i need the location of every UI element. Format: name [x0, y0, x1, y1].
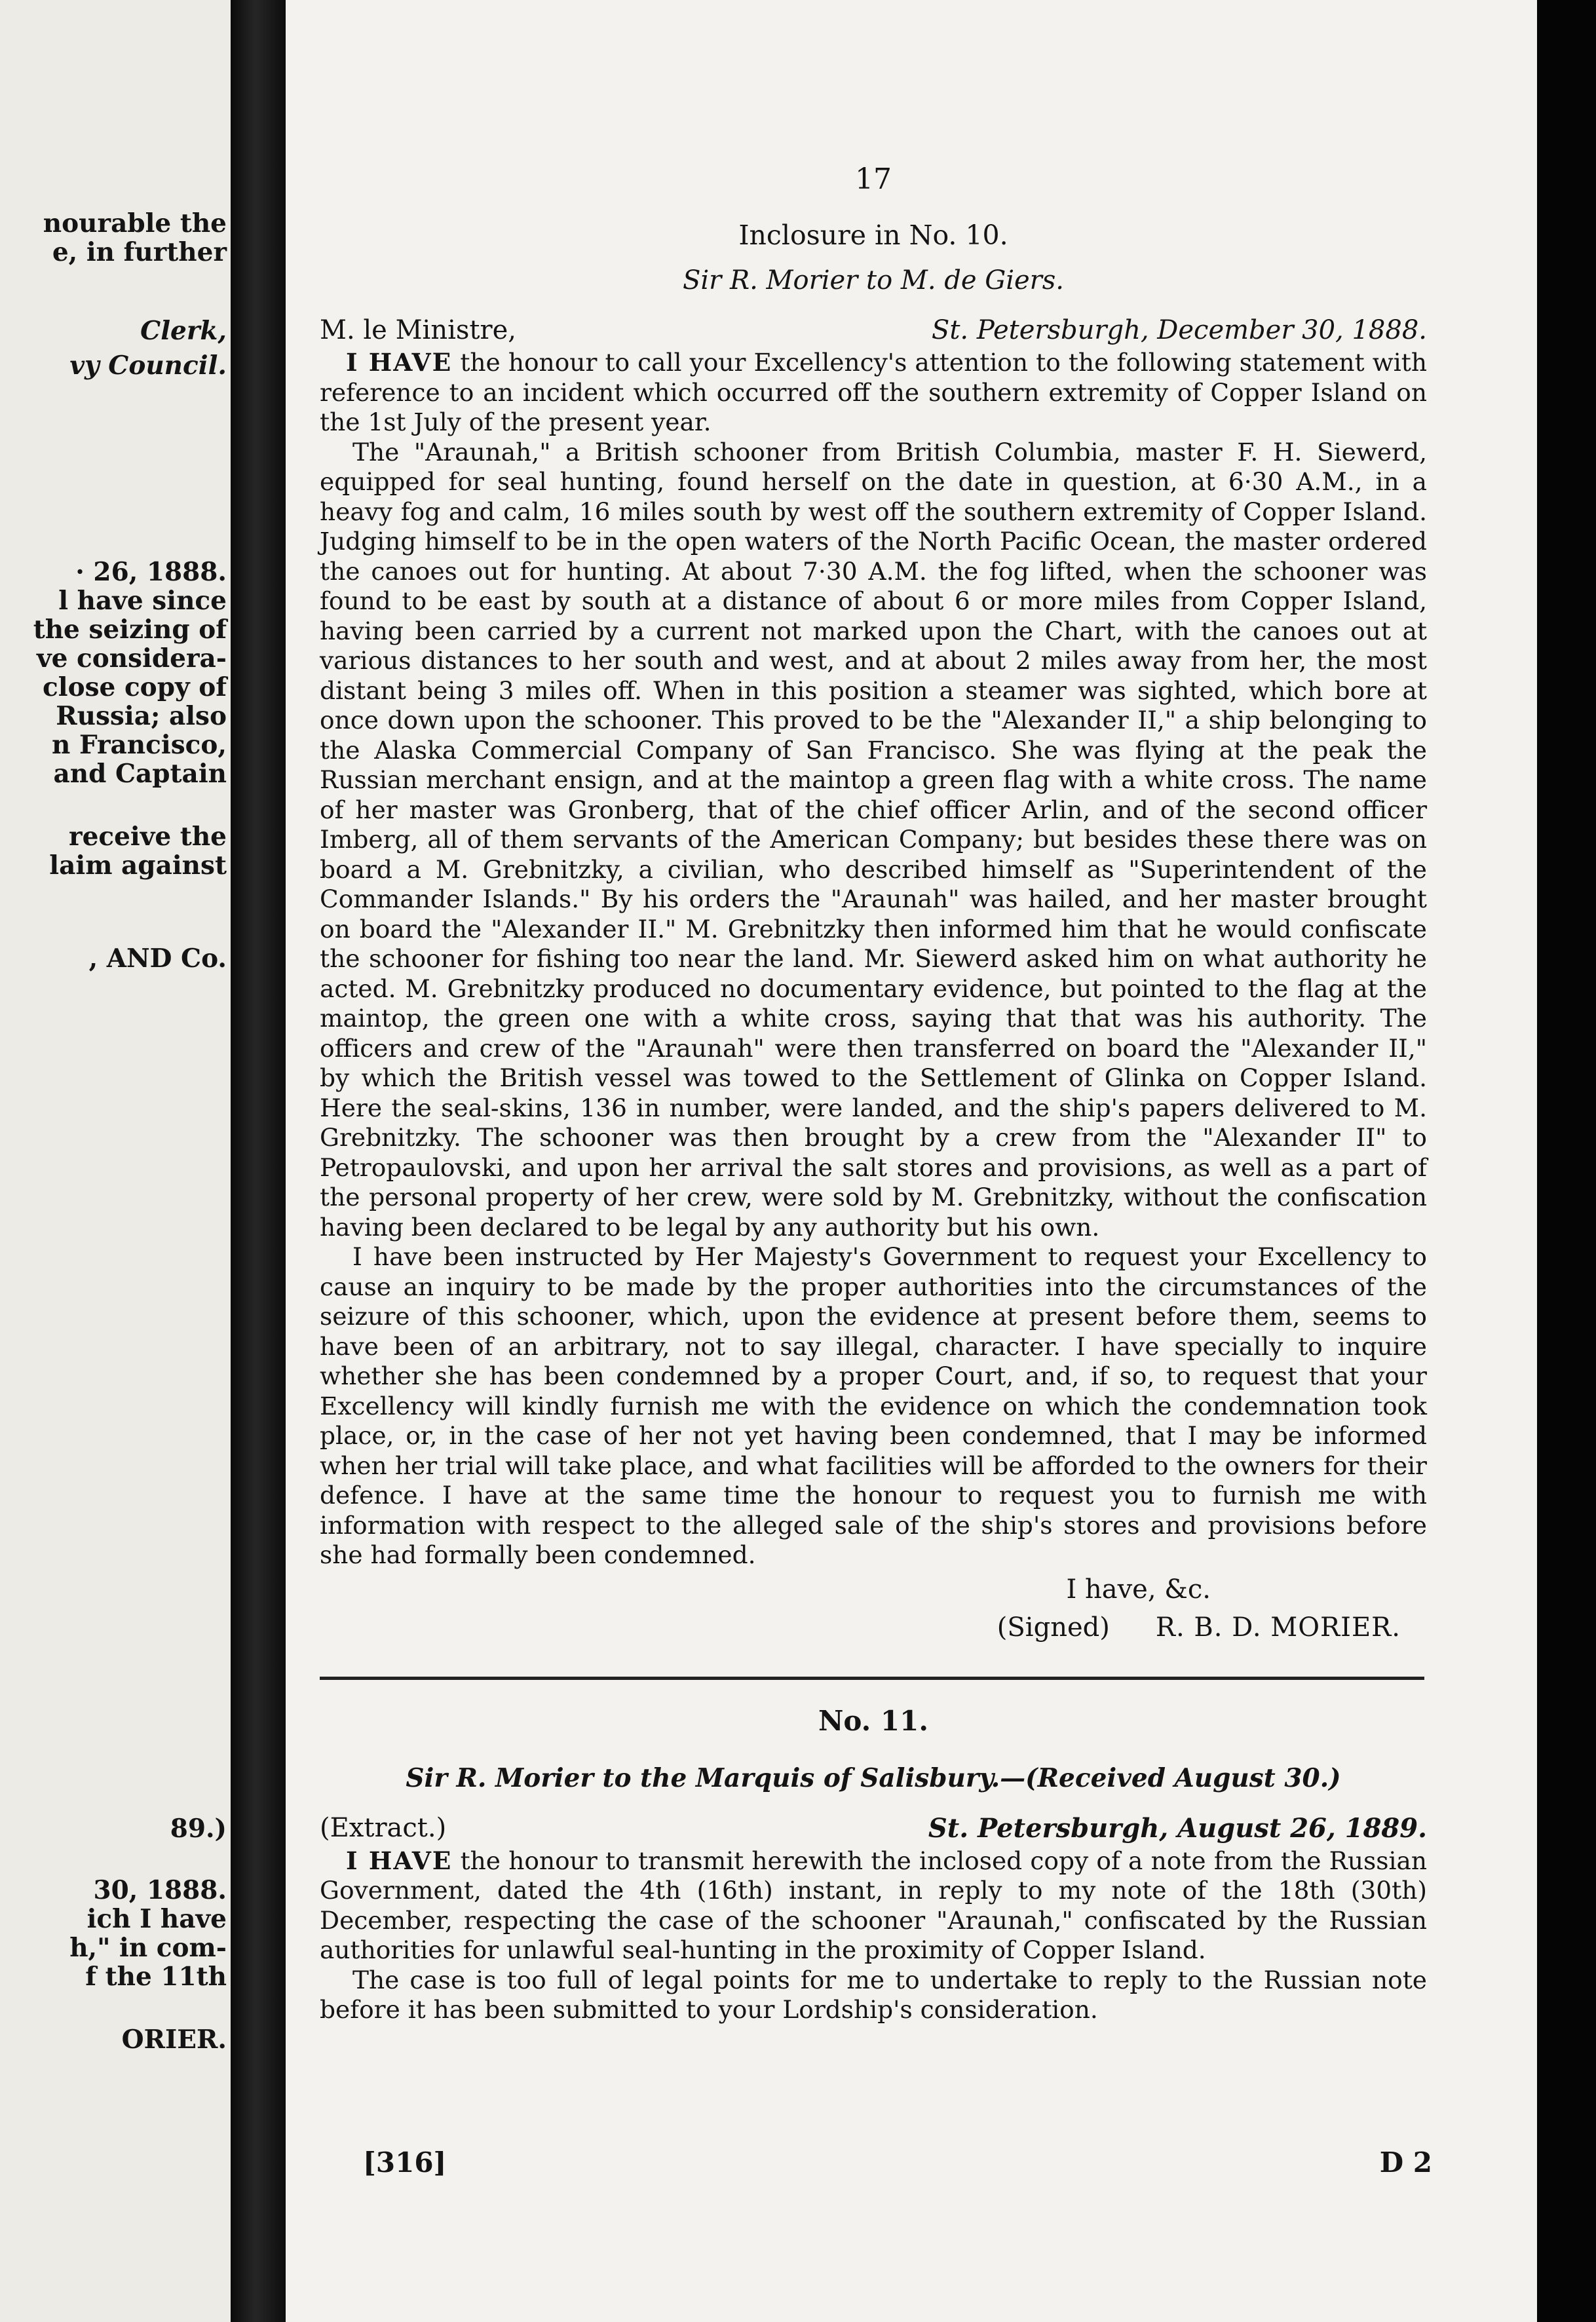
facing-page-text: vy Council. — [69, 351, 227, 381]
paragraph — [320, 1966, 1427, 2025]
facing-page-text: ve considera- — [36, 643, 227, 674]
page-number: 17 — [855, 162, 892, 196]
facing-page-text: · 26, 1888. — [75, 557, 227, 587]
facing-page-text: Clerk, — [140, 316, 227, 346]
section-divider — [320, 1677, 1424, 1680]
extract-header — [320, 1813, 1427, 1844]
extract-body — [320, 1846, 1427, 2025]
letter-subheading: Sir R. Morier to M. de Giers. — [682, 265, 1065, 295]
facing-page-text: and Captain — [53, 759, 227, 789]
facing-page-text: , AND Co. — [88, 943, 227, 974]
facing-page-text: the seizing of — [33, 615, 227, 645]
facing-page-text: close copy of — [43, 672, 227, 702]
facing-page-fragment — [0, 0, 231, 2322]
paragraph-text: the honour to transmit herewith the inclosed copy of a note from the Russian Government, dated the 4th (16th) instant, in reply to my note of the 18th (30th) December, respecting the case of the schooner "Araunah," confiscated by the Russian authorities for unlawful seal-hunting in the proximity of Copper Island. — [320, 1846, 1427, 1964]
facing-page-text: nourable the — [43, 208, 227, 238]
paragraph-text: I have been instructed by Her Majesty's Government to request your Excellency to cause an inquiry to be made by the proper authorities into the circumstances of the seizure of this schooner, which, upon the evidence at present before them, seems to have been of an arbitrary, not to say illegal, character. I have specially to inquire whether she has been condemned by a proper Court, and, if so, to request that your Excellency will kindly furnish me with the evidence on which the condemnation took place, or, in the case of her not yet having been condemned, that I may be informed when her trial will take place, and what facilities will be afforded to the owners for their defence. I have at the same time the honour to request you to furnish me with information with respect to the alleged sale of the ship's stores and provisions before she had formally been condemned. — [320, 1242, 1427, 1569]
letter-header — [320, 315, 1427, 345]
paragraph-text: The case is too full of legal points for me to undertake to reply to the Russian note before it has been submitted to your Lordship's consideration. — [320, 1965, 1427, 2024]
paragraph — [320, 1846, 1427, 1966]
opening-word: I HAVE — [346, 348, 453, 377]
book-gutter — [231, 0, 286, 2322]
facing-page-text: Russia; also — [56, 701, 227, 731]
facing-page-text: e, in further — [52, 237, 227, 267]
opening-word: I HAVE — [346, 1846, 453, 1875]
scan-edge — [1537, 0, 1596, 2322]
paragraph — [320, 1242, 1427, 1570]
facing-page-text: 89.) — [170, 1814, 227, 1844]
closing: I have, &c. — [1066, 1574, 1211, 1605]
facing-page-text: l have since — [58, 586, 227, 616]
signature-line — [320, 1612, 1427, 1643]
document-page — [286, 0, 1537, 2322]
paragraph-text: the honour to call your Excellency's attention to the following statement with reference to an incident which occurred off the southern extremity of Copper Island on the 1st July of the present year. — [320, 348, 1428, 436]
inclosure-heading: Inclosure in No. 10. — [738, 219, 1008, 251]
letter-body — [320, 348, 1427, 1570]
section-subheading: Sir R. Morier to the Marquis of Salisbury.—(Received August 30.) — [406, 1762, 1341, 1793]
facing-page-text: 30, 1888. — [93, 1875, 227, 1905]
facing-page-text: laim against — [49, 850, 227, 881]
signature: R. B. D. MORIER. — [1155, 1612, 1401, 1643]
paragraph — [320, 438, 1427, 1243]
facing-page-text: h," in com- — [69, 1933, 227, 1963]
signed-label: (Signed) — [997, 1612, 1110, 1643]
sheet-mark: D 2 — [1379, 2146, 1432, 2179]
facing-page-text: ich I have — [86, 1904, 227, 1934]
paragraph — [320, 348, 1427, 438]
section-heading: No. 11. — [818, 1704, 928, 1737]
salutation: M. le Ministre, — [320, 315, 516, 345]
place-date: St. Petersburgh, August 26, 1889. — [928, 1812, 1427, 1844]
facing-page-text: ORIER. — [121, 2025, 227, 2055]
place-date: St. Petersburgh, December 30, 1888. — [931, 315, 1427, 345]
paragraph-text: The "Araunah," a British schooner from British Columbia, master F. H. Siewerd, equipped for seal hunting, found herself on the date in question, at 6·30 A.M., in a heavy fog and calm, 16 miles south by west off the southern extremity of Copper Island. Judging himself to be in the open waters of the North Pacific Ocean, the master ordered the canoes out for hunting. At about 7·30 A.M. the fog lifted, when the schooner was found to be east by south at a distance of about 6 or more miles from Copper Island, having been carried by a current not marked upon the Chart, with the canoes out at various distances to her south and west, and at about 2 miles away from her, the most distant being 3 miles off. When in this position a steamer was sighted, which bore at once down upon the schooner. This proved to be the "Alexander II," a ship belonging to the Alaska Commercial Company of San Francisco. She was flying at the peak the Russian merchant ensign, and at the maintop a green flag with a white cross. The name of her master was Gronberg, that of the chief officer Arlin, and of the second officer Imberg, all of them servants of the American Company; but besides these there was on board a M. Grebnitzky, a civilian, who described himself as "Superintendent of the Commander Islands." By his orders the "Araunah" was hailed, and her master brought on board the "Alexander II." M. Grebnitzky then informed him that he would confiscate the schooner for fishing too near the land. Mr. Siewerd asked him on what authority he acted. M. Grebnitzky produced no documentary evidence, but pointed to the flag at the maintop, the green one with a white cross, saying that that was his authority. The officers and crew of the "Araunah" were then transferred on board the "Alexander II," by which the British vessel was towed to the Settlement of Glinka on Copper Island. Here the seal-skins, 136 in number, were landed, and the ship's papers delivered to M. Grebnitzky. The schooner was then brought by a crew from the "Alexander II" to Petropaulovski, and upon her arrival the salt stores and provisions, as well as a part of the personal property of her crew, were sold by M. Grebnitzky, without the confiscation having been declared to be legal by any authority but his own. — [320, 437, 1427, 1242]
facing-page-text: f the 11th — [85, 1962, 227, 1992]
facing-page-text: receive the — [69, 822, 227, 852]
facing-page-text: n Francisco, — [52, 730, 227, 760]
extract-label: (Extract.) — [320, 1812, 447, 1843]
page-content — [320, 162, 1427, 2025]
signature-mark: [316] — [363, 2146, 447, 2179]
page-footer — [363, 2146, 1432, 2179]
